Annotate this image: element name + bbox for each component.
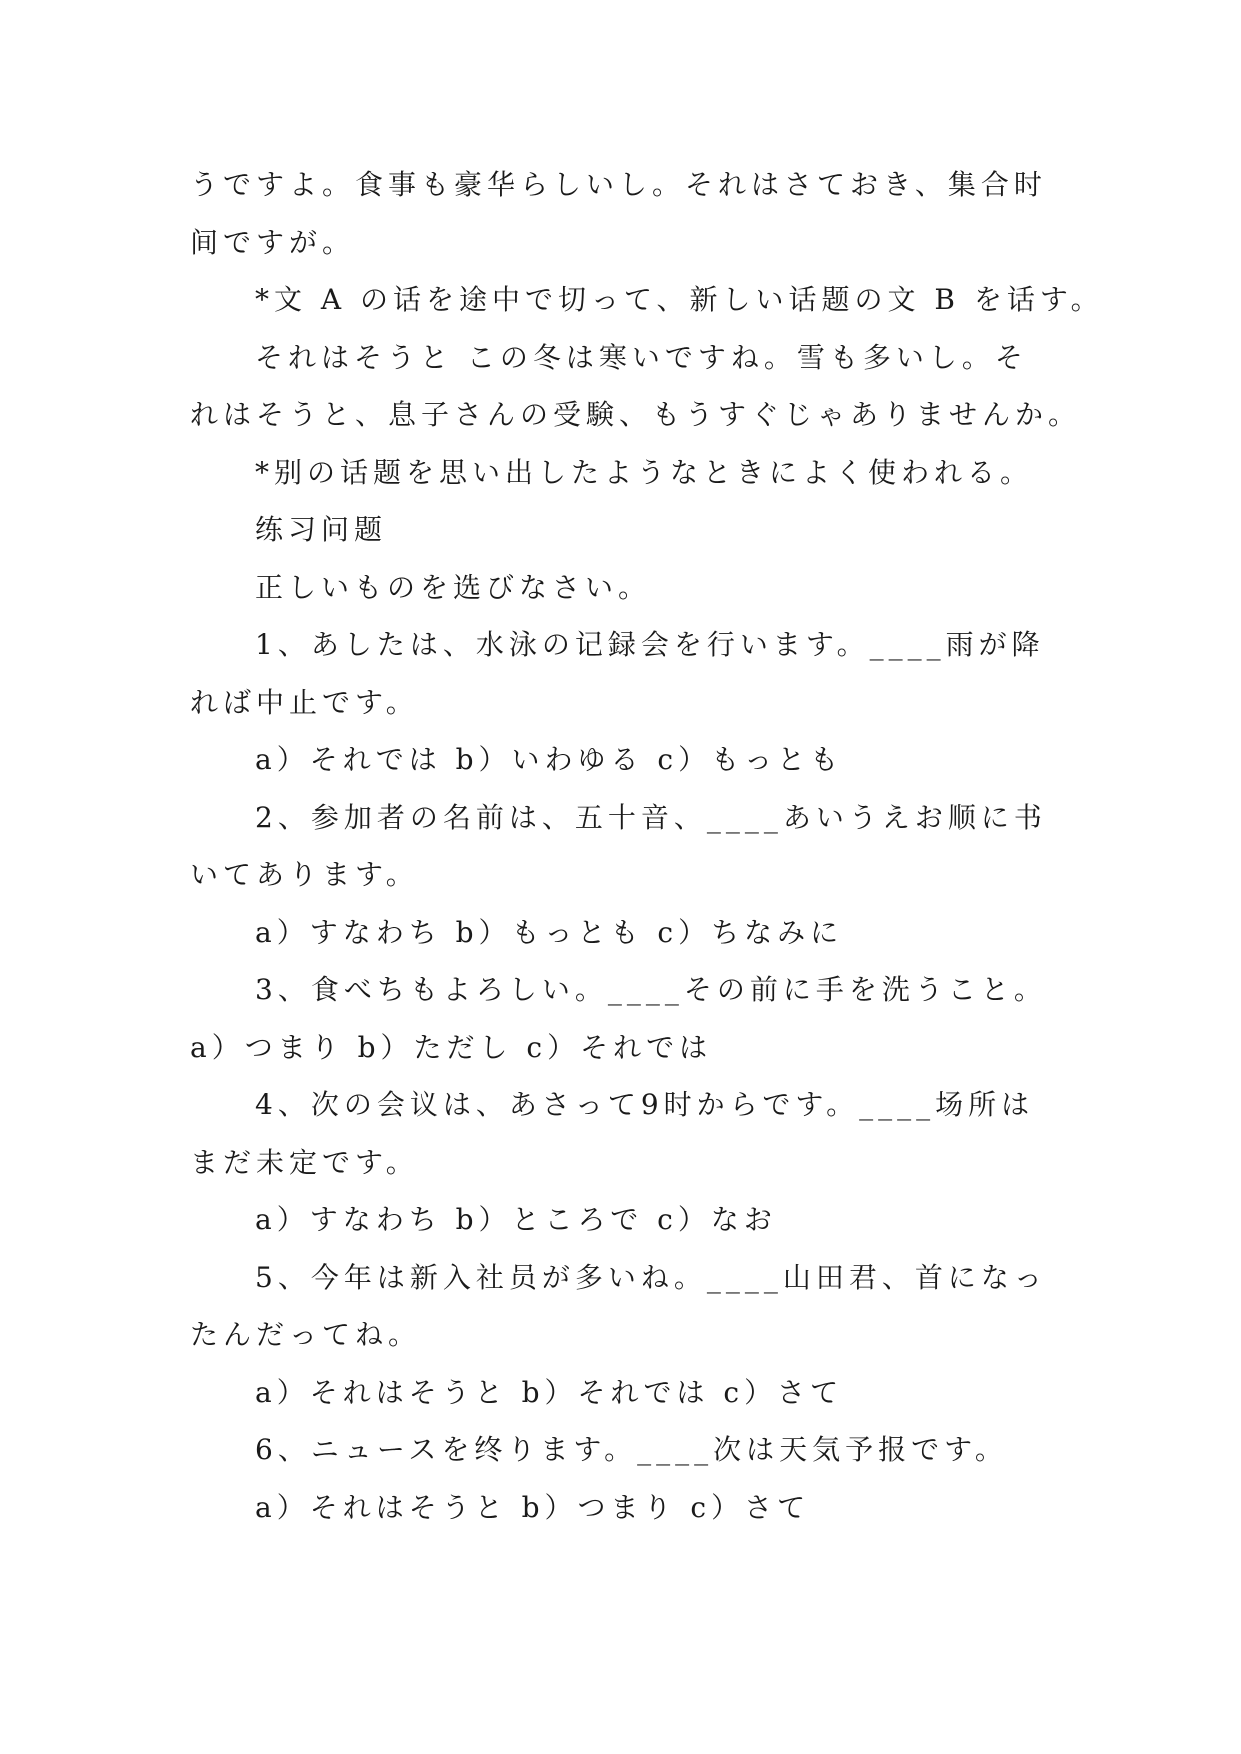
question-3-text: 3、食べちもよろしい。____その前に手を洗うこと。 — [255, 973, 1047, 1006]
exercise-instruction: 正しいものを选びなさい。 — [255, 570, 652, 604]
question-1-text: れば中止です。 — [190, 685, 419, 719]
question-2-text: 2、参加者の名前は、五十音、____あいうえお顺に书 — [255, 800, 1047, 834]
question-6-text: 6、ニュースを终ります。____次は天気予报です。 — [255, 1433, 1008, 1466]
explanation-note: *别の话题を思い出したようなときによく使われる。 — [255, 455, 1034, 489]
explanation-note: *文 A の话を途中で切って、新しい话题の文 B を话す。 — [255, 283, 1104, 316]
paragraph-line: 间ですが。 — [190, 225, 356, 259]
question-5-text: 5、今年は新入社员が多いね。____山田君、首になっ — [255, 1260, 1047, 1294]
section-heading: 练习问题 — [255, 513, 388, 546]
question-4-text: 4、次の会议は、あさって9时からです。____场所は — [255, 1088, 1035, 1121]
question-2-text: いてあります。 — [190, 858, 419, 891]
question-1-text: 1、あしたは、水泳の记録会を行います。____雨が降 — [255, 628, 1045, 661]
example-sentence: それはそうと この冬は寒いですね。雪も多いし。そ — [255, 340, 1028, 374]
question-6-options: a）それはそうと b）つまり c）さて — [255, 1490, 811, 1524]
paragraph-line: うですよ。食事も豪华らしいし。それはさておき、集合时 — [190, 168, 1047, 201]
question-4-options: a）すなわち b）ところで c）なお — [255, 1203, 777, 1236]
question-5-text: たんだってね。 — [190, 1318, 422, 1351]
question-5-options: a）それはそうと b）それでは c）さて — [255, 1375, 844, 1409]
question-4-text: まだ未定です。 — [190, 1145, 419, 1179]
document-body — [0, 156, 1241, 1536]
question-1-options: a）それでは b）いわゆる c）もっとも — [255, 743, 844, 776]
question-2-options: a）すなわち b）もっとも c）ちなみに — [255, 915, 844, 949]
example-sentence: れはそうと、息子さんの受験、もうすぐじゃありませんか。 — [190, 398, 1082, 431]
question-3-options: a）つまり b）ただし c）それでは — [190, 1030, 713, 1064]
